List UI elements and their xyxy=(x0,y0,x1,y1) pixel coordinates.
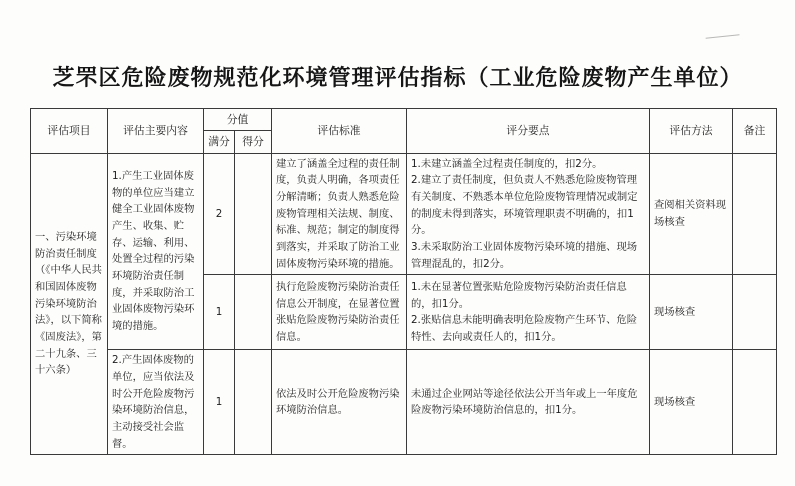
standard-cell: 执行危险废物污染防治责任信息公开制度，在显著位置张贴危险废物污染防治责任信息。 xyxy=(272,275,407,350)
header-full: 满分 xyxy=(204,131,235,153)
note-cell xyxy=(733,153,777,275)
method-cell: 现场核查 xyxy=(650,350,733,455)
got-score-cell xyxy=(235,350,272,455)
point-line: 未通过企业网站等途径依法公开当年或上一年度危险废物污染环境防治信息的，扣1分。 xyxy=(411,387,638,417)
page-title: 芝罘区危险废物规范化环境管理评估指标（工业危险废物产生单位） xyxy=(52,65,743,91)
full-score-cell: 2 xyxy=(204,153,235,275)
header-item: 评估项目 xyxy=(31,109,108,154)
got-score-cell xyxy=(235,275,272,350)
points-cell xyxy=(407,350,650,455)
point-line: 2.张贴信息未能明确表明危险废物产生环节、危险特性、去向或责任人的，扣1分。 xyxy=(411,314,638,343)
header-score: 分值 xyxy=(204,109,272,131)
header-content: 评估主要内容 xyxy=(108,109,204,154)
table-row xyxy=(31,350,777,455)
standard-cell: 建立了涵盖全过程的责任制度，负责人明确，各项责任分解清晰；负责人熟悉危险废物管理相关法规、制度、标准、规范；制定的制度得到落实，并采取了防治工业固体废物污染环境的措施。 xyxy=(272,153,407,275)
full-score-cell: 1 xyxy=(204,350,235,455)
point-line: 1.未建立涵盖全过程责任制度的，扣2分。 xyxy=(411,157,603,170)
header-standard: 评估标准 xyxy=(272,109,407,154)
points-cell xyxy=(407,153,650,275)
item-cell: 一、污染环境防治责任制度（《中华人民共和国固体废物污染环境防治法》，以下简称《固废法》，第二十九条、三十六条） xyxy=(31,153,108,455)
method-cell: 查阅相关资料现场核查 xyxy=(650,153,733,275)
note-cell xyxy=(733,350,777,455)
points-cell xyxy=(407,275,650,350)
point-line: 1.未在显著位置张贴危险废物污染防治责任信息的，扣1分。 xyxy=(411,280,627,310)
point-line: 3.未采取防治工业固体废物污染环境的措施、现场管理混乱的，扣2分。 xyxy=(411,240,638,270)
point-line: 2.建立了责任制度，但负责人不熟悉危险废物管理有关制度、不熟悉本单位危险废物管理情况或制定的制度未得到落实，环境管理职责不明确的，扣1分。 xyxy=(411,174,638,237)
content-cell: 1.产生工业固体废物的单位应当建立健全工业固体废物产生、收集、贮存、运输、利用、处置全过程的污染环境防治责任制度，并采取防治工业固体废物污染环境的措施。 xyxy=(108,153,204,350)
standard-cell: 依法及时公开危险废物污染环境防治信息。 xyxy=(272,350,407,455)
note-cell xyxy=(733,275,777,350)
scribble-mark xyxy=(706,34,741,47)
table-row xyxy=(31,153,777,275)
got-score-cell xyxy=(235,153,272,275)
header-got: 得分 xyxy=(235,131,272,153)
full-score-cell: 1 xyxy=(204,275,235,350)
method-cell: 现场核查 xyxy=(650,275,733,350)
assessment-table xyxy=(30,108,777,455)
content-cell: 2.产生固体废物的单位，应当依法及时公开危险废物污染环境防治信息，主动接受社会监督。 xyxy=(108,350,204,455)
header-points: 评分要点 xyxy=(407,109,650,154)
header-method: 评估方法 xyxy=(650,109,733,154)
header-note: 备注 xyxy=(733,109,777,154)
